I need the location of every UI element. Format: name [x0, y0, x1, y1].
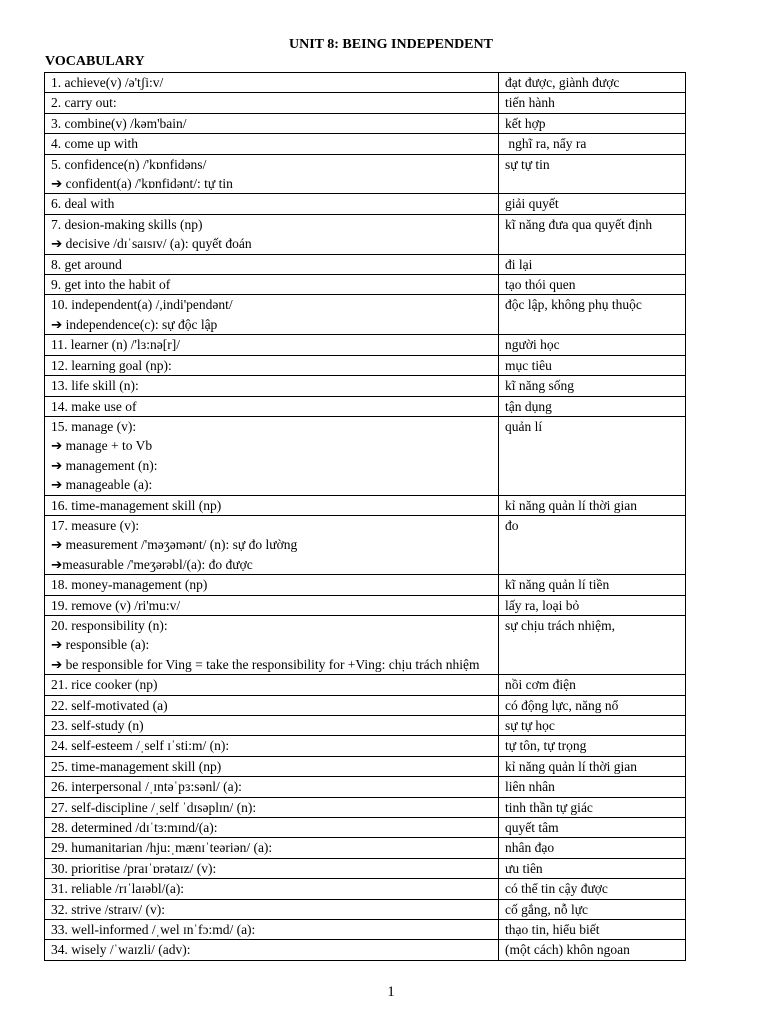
term-cell [45, 214, 499, 254]
term-line: 27. self-discipline /ˌself ˈdɪsəplɪn/ (n): [51, 799, 257, 815]
term-cell [45, 818, 499, 838]
term-cell [45, 595, 499, 615]
term-cell [45, 920, 499, 940]
term-line: 3. combine(v) /kəm'bain/ [51, 115, 187, 131]
term-cell [45, 73, 499, 93]
term-cell [45, 134, 499, 154]
vocab-row [45, 254, 686, 274]
meaning-cell: cố gắng, nỗ lực [499, 899, 686, 919]
term-line: 34. wisely /ˈwaɪzli/ (adv): [51, 942, 191, 958]
term-line: ➔ manageable (a): [51, 477, 153, 493]
term-line: 30. prioritise /praɪˈɒrətaɪz/ (v): [51, 860, 217, 876]
term-cell [45, 194, 499, 214]
term-cell [45, 879, 499, 899]
term-line: 24. self-esteem /ˌself ɪˈsti:m/ (n): [51, 738, 230, 754]
vocab-row [45, 134, 686, 154]
vocab-row [45, 858, 686, 878]
term-line: 16. time-management skill (np) [51, 497, 222, 513]
vocab-row [45, 515, 686, 574]
meaning-cell: kỉ năng quản lí thời gian [499, 495, 686, 515]
vocab-row [45, 113, 686, 133]
term-cell [45, 858, 499, 878]
vocab-row [45, 736, 686, 756]
vocab-row [45, 495, 686, 515]
meaning-cell: sự tự tin [499, 154, 686, 194]
vocab-row [45, 154, 686, 194]
term-line: ➔ responsible (a): [51, 637, 150, 653]
term-cell [45, 756, 499, 776]
vocab-row [45, 695, 686, 715]
term-line: 31. reliable /rɪˈlaɪəbl/(a): [51, 881, 185, 897]
term-line: 23. self-study (n) [51, 718, 144, 733]
vocab-row [45, 797, 686, 817]
section-heading: VOCABULARY [45, 54, 145, 69]
meaning-cell: quản lí [499, 416, 686, 495]
term-line: 22. self-motivated (a) [51, 697, 168, 713]
term-cell [45, 797, 499, 817]
term-cell [45, 838, 499, 858]
term-cell [45, 716, 499, 736]
term-line: 15. manage (v): [51, 418, 137, 434]
document-title: UNIT 8: BEING INDEPENDENT [289, 37, 493, 52]
term-line: 17. measure (v): [51, 517, 140, 533]
meaning-cell: tinh thần tự giác [499, 797, 686, 817]
meaning-cell: đo [499, 515, 686, 574]
term-line: 11. learner (n) /'lɜ:nə[r]/ [51, 337, 181, 353]
term-cell [45, 376, 499, 396]
term-cell [45, 940, 499, 960]
vocab-row [45, 818, 686, 838]
vocab-row [45, 716, 686, 736]
term-cell [45, 899, 499, 919]
term-line: 13. life skill (n): [51, 378, 139, 394]
meaning-cell: liên nhân [499, 777, 686, 797]
term-line: 25. time-management skill (np) [51, 758, 222, 774]
meaning-cell: người học [499, 335, 686, 355]
meaning-cell: nghĩ ra, nẩy ra [499, 134, 686, 154]
meaning-cell: kĩ năng đưa qua quyết định [499, 214, 686, 254]
term-cell [45, 777, 499, 797]
meaning-cell: (một cách) khôn ngoan [499, 940, 686, 960]
vocab-row [45, 920, 686, 940]
vocab-row [45, 756, 686, 776]
meaning-cell: đi lại [499, 254, 686, 274]
meaning-cell: thạo tin, hiểu biết [499, 920, 686, 940]
term-line: 32. strive /straɪv/ (v): [51, 901, 165, 917]
page-number: 1 [387, 984, 395, 1000]
meaning-cell: sự tự học [499, 716, 686, 736]
term-cell [45, 736, 499, 756]
term-cell [45, 675, 499, 695]
term-line: 26. interpersonal /ˌɪntəˈpɜ:sənl/ (a): [51, 779, 242, 795]
term-line: ➔ confident(a) /'kɒnfidənt/: tự tin [51, 176, 233, 192]
vocab-row [45, 940, 686, 960]
meaning-cell: tự tôn, tự trọng [499, 736, 686, 756]
term-cell [45, 515, 499, 574]
term-line: 14. make use of [51, 398, 137, 414]
meaning-cell: tạo thói quen [499, 275, 686, 295]
term-cell [45, 416, 499, 495]
term-line: ➔ manage + to Vb [51, 438, 153, 454]
term-cell [45, 495, 499, 515]
term-line: ➔ decisive /dɪˈsaɪsɪv/ (a): quyết đoán [51, 236, 252, 252]
term-line: 4. come up with [51, 136, 138, 152]
term-line: 19. remove (v) /ri'mu:v/ [51, 597, 181, 613]
meaning-cell: kĩ năng sống [499, 376, 686, 396]
term-line: 7. desion-making skills (np) [51, 216, 203, 232]
term-cell [45, 355, 499, 375]
term-cell [45, 254, 499, 274]
meaning-cell: ưu tiên [499, 858, 686, 878]
vocab-row [45, 615, 686, 674]
term-cell [45, 695, 499, 715]
term-line: ➔ measurement /'məʒəmənt/ (n): sự đo lường [51, 537, 298, 553]
vocabulary-table [44, 72, 686, 961]
vocab-row [45, 73, 686, 93]
meaning-cell: mục tiêu [499, 355, 686, 375]
vocab-row [45, 93, 686, 113]
meaning-cell: giải quyết [499, 194, 686, 214]
meaning-cell: nồi cơm điện [499, 675, 686, 695]
term-line: 28. determined /dɪˈtɜ:mɪnd/(a): [51, 820, 218, 836]
meaning-cell: có thể tin cậy được [499, 879, 686, 899]
meaning-cell: kỉ năng quản lí thời gian [499, 756, 686, 776]
term-line: ➔ management (n): [51, 457, 158, 473]
term-line: 12. learning goal (np): [51, 357, 172, 373]
term-line: 8. get around [51, 256, 122, 272]
term-cell [45, 335, 499, 355]
term-line: 5. confidence(n) /'kɒnfidəns/ [51, 156, 207, 172]
term-cell [45, 396, 499, 416]
term-cell [45, 275, 499, 295]
meaning-cell: đạt được, giành được [499, 73, 686, 93]
term-line: ➔measurable /'meʒərəbl/(a): đo được [51, 556, 253, 572]
term-line: 10. independent(a) /,indi'pendənt/ [51, 297, 233, 313]
term-cell [45, 154, 499, 194]
vocab-row [45, 295, 686, 335]
vocab-row [45, 376, 686, 396]
vocab-row [45, 675, 686, 695]
term-cell [45, 615, 499, 674]
term-line: 1. achieve(v) /ə'tʃi:v/ [51, 75, 164, 90]
term-line: ➔ be responsible for Ving = take the responsibility for +Ving: chịu trách nhiệm [51, 656, 480, 672]
meaning-cell: kết hợp [499, 113, 686, 133]
meaning-cell: có động lực, năng nổ [499, 695, 686, 715]
meaning-cell: tiến hành [499, 93, 686, 113]
vocab-row [45, 194, 686, 214]
term-line: ➔ independence(c): sự độc lập [51, 316, 218, 332]
meaning-cell: lấy ra, loại bỏ [499, 595, 686, 615]
meaning-cell: tận dụng [499, 396, 686, 416]
vocab-row [45, 275, 686, 295]
term-line: 20. responsibility (n): [51, 617, 168, 633]
term-cell [45, 113, 499, 133]
vocab-row [45, 879, 686, 899]
vocabulary-table-body [45, 73, 686, 961]
vocab-row [45, 595, 686, 615]
term-line: 2. carry out: [51, 95, 117, 111]
vocab-row [45, 335, 686, 355]
term-line: 9. get into the habit of [51, 277, 171, 293]
term-cell [45, 575, 499, 595]
term-line: 33. well-informed /ˌwel ɪnˈfɔ:md/ (a): [51, 922, 256, 938]
meaning-cell: độc lập, không phụ thuộc [499, 295, 686, 335]
term-cell [45, 295, 499, 335]
vocab-row [45, 416, 686, 495]
vocab-row [45, 214, 686, 254]
term-line: 21. rice cooker (np) [51, 677, 158, 693]
vocab-row [45, 777, 686, 797]
term-cell [45, 93, 499, 113]
vocab-row [45, 899, 686, 919]
meaning-cell: kĩ năng quản lí tiền [499, 575, 686, 595]
vocab-row [45, 355, 686, 375]
term-line: 29. humanitarian /hju:ˌmænɪˈteəriən/ (a): [51, 840, 273, 856]
vocab-row [45, 575, 686, 595]
term-line: 18. money-management (np) [51, 577, 208, 593]
vocab-row [45, 838, 686, 858]
meaning-cell: nhân đạo [499, 838, 686, 858]
term-line: 6. deal with [51, 196, 115, 212]
meaning-cell: sự chịu trách nhiệm, [499, 615, 686, 674]
meaning-cell: quyết tâm [499, 818, 686, 838]
vocab-row [45, 396, 686, 416]
